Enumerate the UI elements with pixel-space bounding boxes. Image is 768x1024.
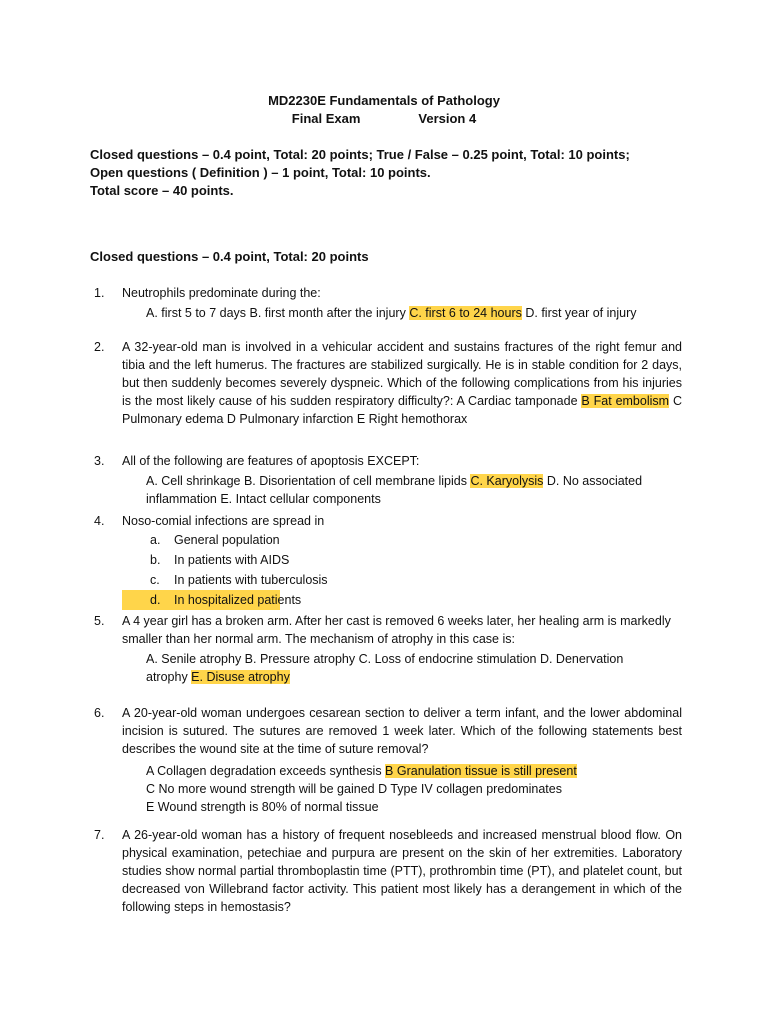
sub-option	[150, 570, 682, 590]
scoring-line-3: Total score – 40 points.	[90, 183, 234, 198]
sub-option-text: In hospitalized patients	[174, 593, 302, 607]
options-text: A. Cell shrinkage B. Disorientation of cell membrane lipids	[146, 474, 471, 488]
exam-version: Version 4	[418, 111, 477, 126]
question-number: 6.	[94, 706, 105, 720]
course-title: MD2230E Fundamentals of Pathology	[268, 93, 500, 108]
scoring-line-1: Closed questions – 0.4 point, Total: 20 points; True / False – 0.25 point, Total: 10 points;	[90, 147, 630, 162]
options-text: A Collagen degradation exceeds synthesis	[146, 764, 386, 778]
question-1	[94, 284, 682, 322]
scoring-info	[90, 146, 710, 200]
exam-title: Final Exam	[291, 111, 361, 126]
options-text: A Cardiac tamponade	[456, 394, 582, 408]
question-options	[146, 304, 682, 322]
question-options	[146, 472, 646, 508]
question-text: A 26-year-old woman has a history of frequent nosebleeds and increased menstrual blood flow. On physical examination, petechiae and purpura are present on the skin of her extremities. Laboratory studies show normal partial thromboplastin time (PTT), prothrombin time (PT), and platelet count, but decreased von Willebrand factor activity. This patient most likely has a derangement in which of the following steps in hemostasis?	[122, 828, 682, 914]
question-number: 3.	[94, 454, 105, 468]
scoring-line-2: Open questions ( Definition ) – 1 point, Total: 10 points.	[90, 165, 431, 180]
highlighted-answer: B Fat embolism	[581, 394, 670, 408]
question-text: Noso-comial infections are spread in	[122, 514, 325, 528]
highlighted-answer: B Granulation tissue is still present	[385, 764, 577, 778]
question-3	[94, 452, 682, 508]
options-text: C No more wound strength will be gained D Type IV collagen predominates	[146, 782, 562, 796]
options-text: E Wound strength is 80% of normal tissue	[146, 800, 379, 814]
sub-option-text: In patients with tuberculosis	[174, 573, 328, 587]
question-text: A 32-year-old man is involved in a vehicular accident and sustains fractures of the right femur and tibia and the left humerus. The fractures are stabilized surgically. He is in stable condition for 2 days, but then suddenly becomes severely dyspneic. Which of the following complications from his injuries is the most likely cause of his sudden respiratory difficulty?:	[122, 340, 682, 408]
section-title: Closed questions – 0.4 point, Total: 20 points	[90, 249, 369, 264]
question-text: Neutrophils predominate during the:	[122, 286, 321, 300]
question-number: 4.	[94, 514, 105, 528]
sub-option-highlighted	[122, 590, 682, 610]
exam-header	[0, 92, 768, 128]
question-number: 7.	[94, 828, 105, 842]
highlighted-answer: C. Karyolysis	[470, 474, 544, 488]
question-options	[146, 762, 682, 816]
highlighted-answer: C. first 6 to 24 hours	[409, 306, 522, 320]
question-number: 1.	[94, 286, 105, 300]
question-text: A 4 year girl has a broken arm. After her cast is removed 6 weeks later, her healing arm is markedly smaller than her normal arm. The mechanism of atrophy in this case is:	[122, 614, 671, 646]
sub-option-letter: c.	[150, 573, 160, 587]
sub-option-text: In patients with AIDS	[174, 553, 290, 567]
options-text: D. first year of injury	[521, 306, 637, 320]
sub-options	[150, 530, 682, 610]
question-number: 5.	[94, 614, 105, 628]
question-7	[94, 826, 682, 916]
question-6	[94, 704, 682, 816]
question-number: 2.	[94, 340, 105, 354]
options-text: D. No associated inflammation E. Intact cellular components	[146, 474, 643, 506]
question-text: All of the following are features of apoptosis EXCEPT:	[122, 454, 420, 468]
sub-option	[150, 530, 682, 550]
sub-option-letter: d.	[150, 593, 161, 607]
sub-option-letter: a.	[150, 533, 161, 547]
question-2	[94, 338, 682, 428]
options-text: A. Senile atrophy B. Pressure atrophy C. Loss of endocrine stimulation D. Denervation atrophy	[146, 652, 624, 684]
options-text: C Pulmonary edema D Pulmonary infarction E Right hemothorax	[122, 394, 682, 426]
highlighted-answer: E. Disuse atrophy	[191, 670, 290, 684]
question-4	[94, 512, 682, 610]
question-5	[94, 612, 682, 686]
question-text: A 20-year-old woman undergoes cesarean section to deliver a term infant, and the lower abdominal incision is sutured. The sutures are removed 1 week later. Which of the following statements best describes the wound site at the time of suture removal?	[122, 706, 682, 756]
options-text: A. first 5 to 7 days B. first month after the injury	[146, 306, 410, 320]
sub-option-text: General population	[174, 533, 280, 547]
sub-option	[150, 550, 682, 570]
question-options	[146, 650, 646, 686]
sub-option-letter: b.	[150, 553, 161, 567]
